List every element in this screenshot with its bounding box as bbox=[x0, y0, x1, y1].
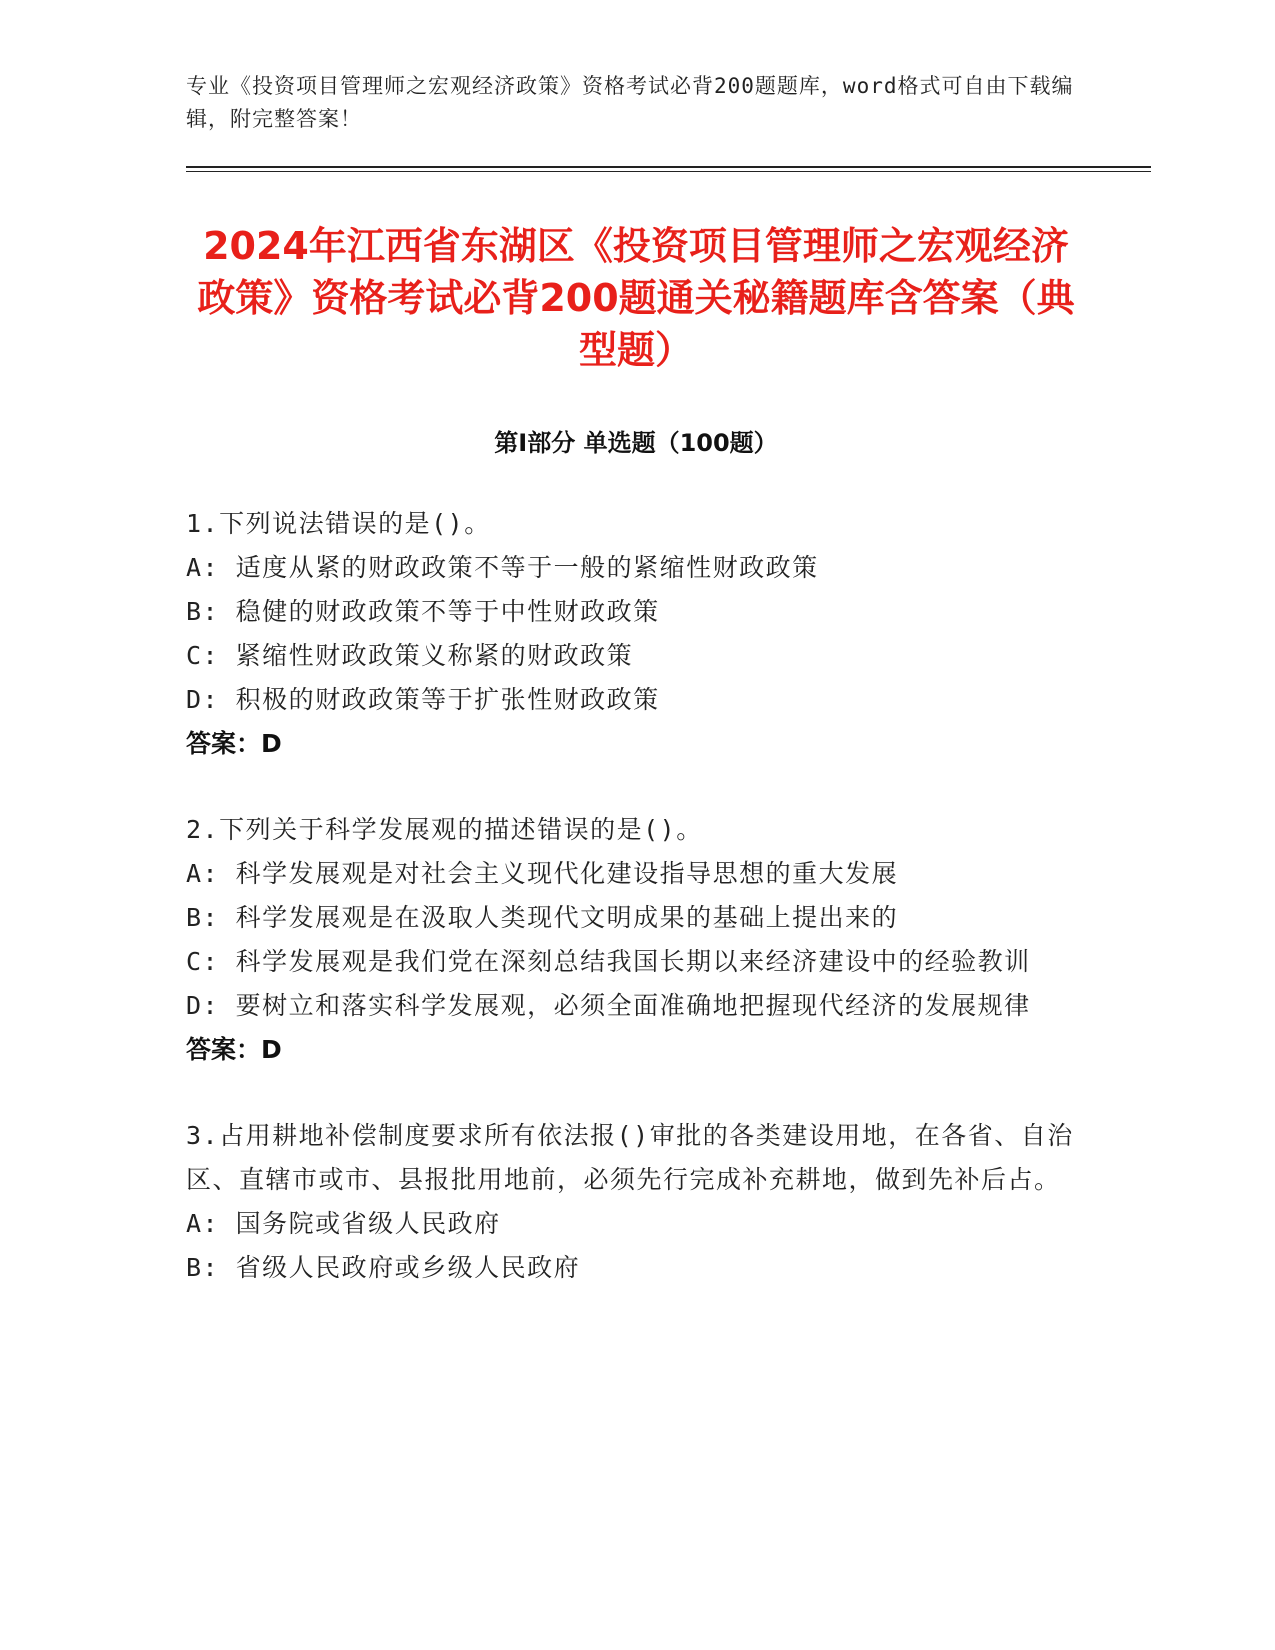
answer-line bbox=[186, 722, 1086, 766]
answer-value: D bbox=[261, 729, 282, 758]
answer-option bbox=[186, 984, 1086, 1028]
answer-value: D bbox=[261, 1035, 282, 1064]
option-text: 要树立和落实科学发展观，必须全面准确地把握现代经济的发展规律 bbox=[235, 991, 1031, 1020]
option-key: A: bbox=[186, 1209, 220, 1238]
answer-line bbox=[186, 1028, 1086, 1072]
section-heading: 第I部分 单选题（100题） bbox=[494, 429, 778, 457]
document-title: 2024年江西省东湖区《投资项目管理师之宏观经济政策》资格考试必背200题通关秘籍题库含答案（典型题） bbox=[197, 224, 1075, 372]
answer-option bbox=[186, 678, 1086, 722]
option-text: 积极的财政政策等于扩张性财政政策 bbox=[235, 685, 660, 714]
option-text: 省级人民政府或乡级人民政府 bbox=[235, 1253, 581, 1282]
option-text: 稳健的财政政策不等于中性财政政策 bbox=[235, 597, 660, 626]
option-key: D: bbox=[186, 991, 220, 1020]
question-block bbox=[186, 1114, 1086, 1290]
answer-option bbox=[186, 940, 1086, 984]
question-stem: 1.下列说法错误的是()。 bbox=[186, 509, 491, 538]
document-page bbox=[186, 70, 1086, 1332]
question-stem: 3.占用耕地补偿制度要求所有依法报()审批的各类建设用地，在各省、自治区、直辖市或市、县报批用地前，必须先行完成补充耕地，做到先补后占。 bbox=[186, 1121, 1074, 1194]
question-list bbox=[186, 502, 1086, 1290]
option-key: A: bbox=[186, 859, 220, 888]
answer-option bbox=[186, 1202, 1086, 1246]
question-block bbox=[186, 808, 1086, 1072]
option-text: 紧缩性财政政策义称紧的财政政策 bbox=[235, 641, 634, 670]
answer-label: 答案： bbox=[186, 1035, 262, 1064]
answer-option bbox=[186, 590, 1086, 634]
answer-option bbox=[186, 546, 1086, 590]
option-key: C: bbox=[186, 641, 220, 670]
question-block bbox=[186, 502, 1086, 766]
header-note: 专业《投资项目管理师之宏观经济政策》资格考试必背200题题库，word格式可自由下载编辑，附完整答案！ bbox=[186, 74, 1074, 131]
answer-label: 答案： bbox=[186, 729, 262, 758]
option-text: 适度从紧的财政政策不等于一般的紧缩性财政政策 bbox=[235, 553, 819, 582]
option-key: B: bbox=[186, 597, 220, 626]
option-key: A: bbox=[186, 553, 220, 582]
answer-option bbox=[186, 634, 1086, 678]
answer-option bbox=[186, 852, 1086, 896]
option-text: 科学发展观是我们党在深刻总结我国长期以来经济建设中的经验教训 bbox=[235, 947, 1031, 976]
header-rule-thick bbox=[186, 166, 1151, 168]
option-text: 国务院或省级人民政府 bbox=[235, 1209, 501, 1238]
option-key: B: bbox=[186, 903, 220, 932]
answer-option bbox=[186, 896, 1086, 940]
option-key: D: bbox=[186, 685, 220, 714]
answer-option bbox=[186, 1246, 1086, 1290]
option-key: C: bbox=[186, 947, 220, 976]
option-text: 科学发展观是对社会主义现代化建设指导思想的重大发展 bbox=[235, 859, 899, 888]
header-rule-thin bbox=[186, 171, 1151, 172]
option-key: B: bbox=[186, 1253, 220, 1282]
option-text: 科学发展观是在汲取人类现代文明成果的基础上提出来的 bbox=[235, 903, 899, 932]
question-stem: 2.下列关于科学发展观的描述错误的是()。 bbox=[186, 815, 703, 844]
